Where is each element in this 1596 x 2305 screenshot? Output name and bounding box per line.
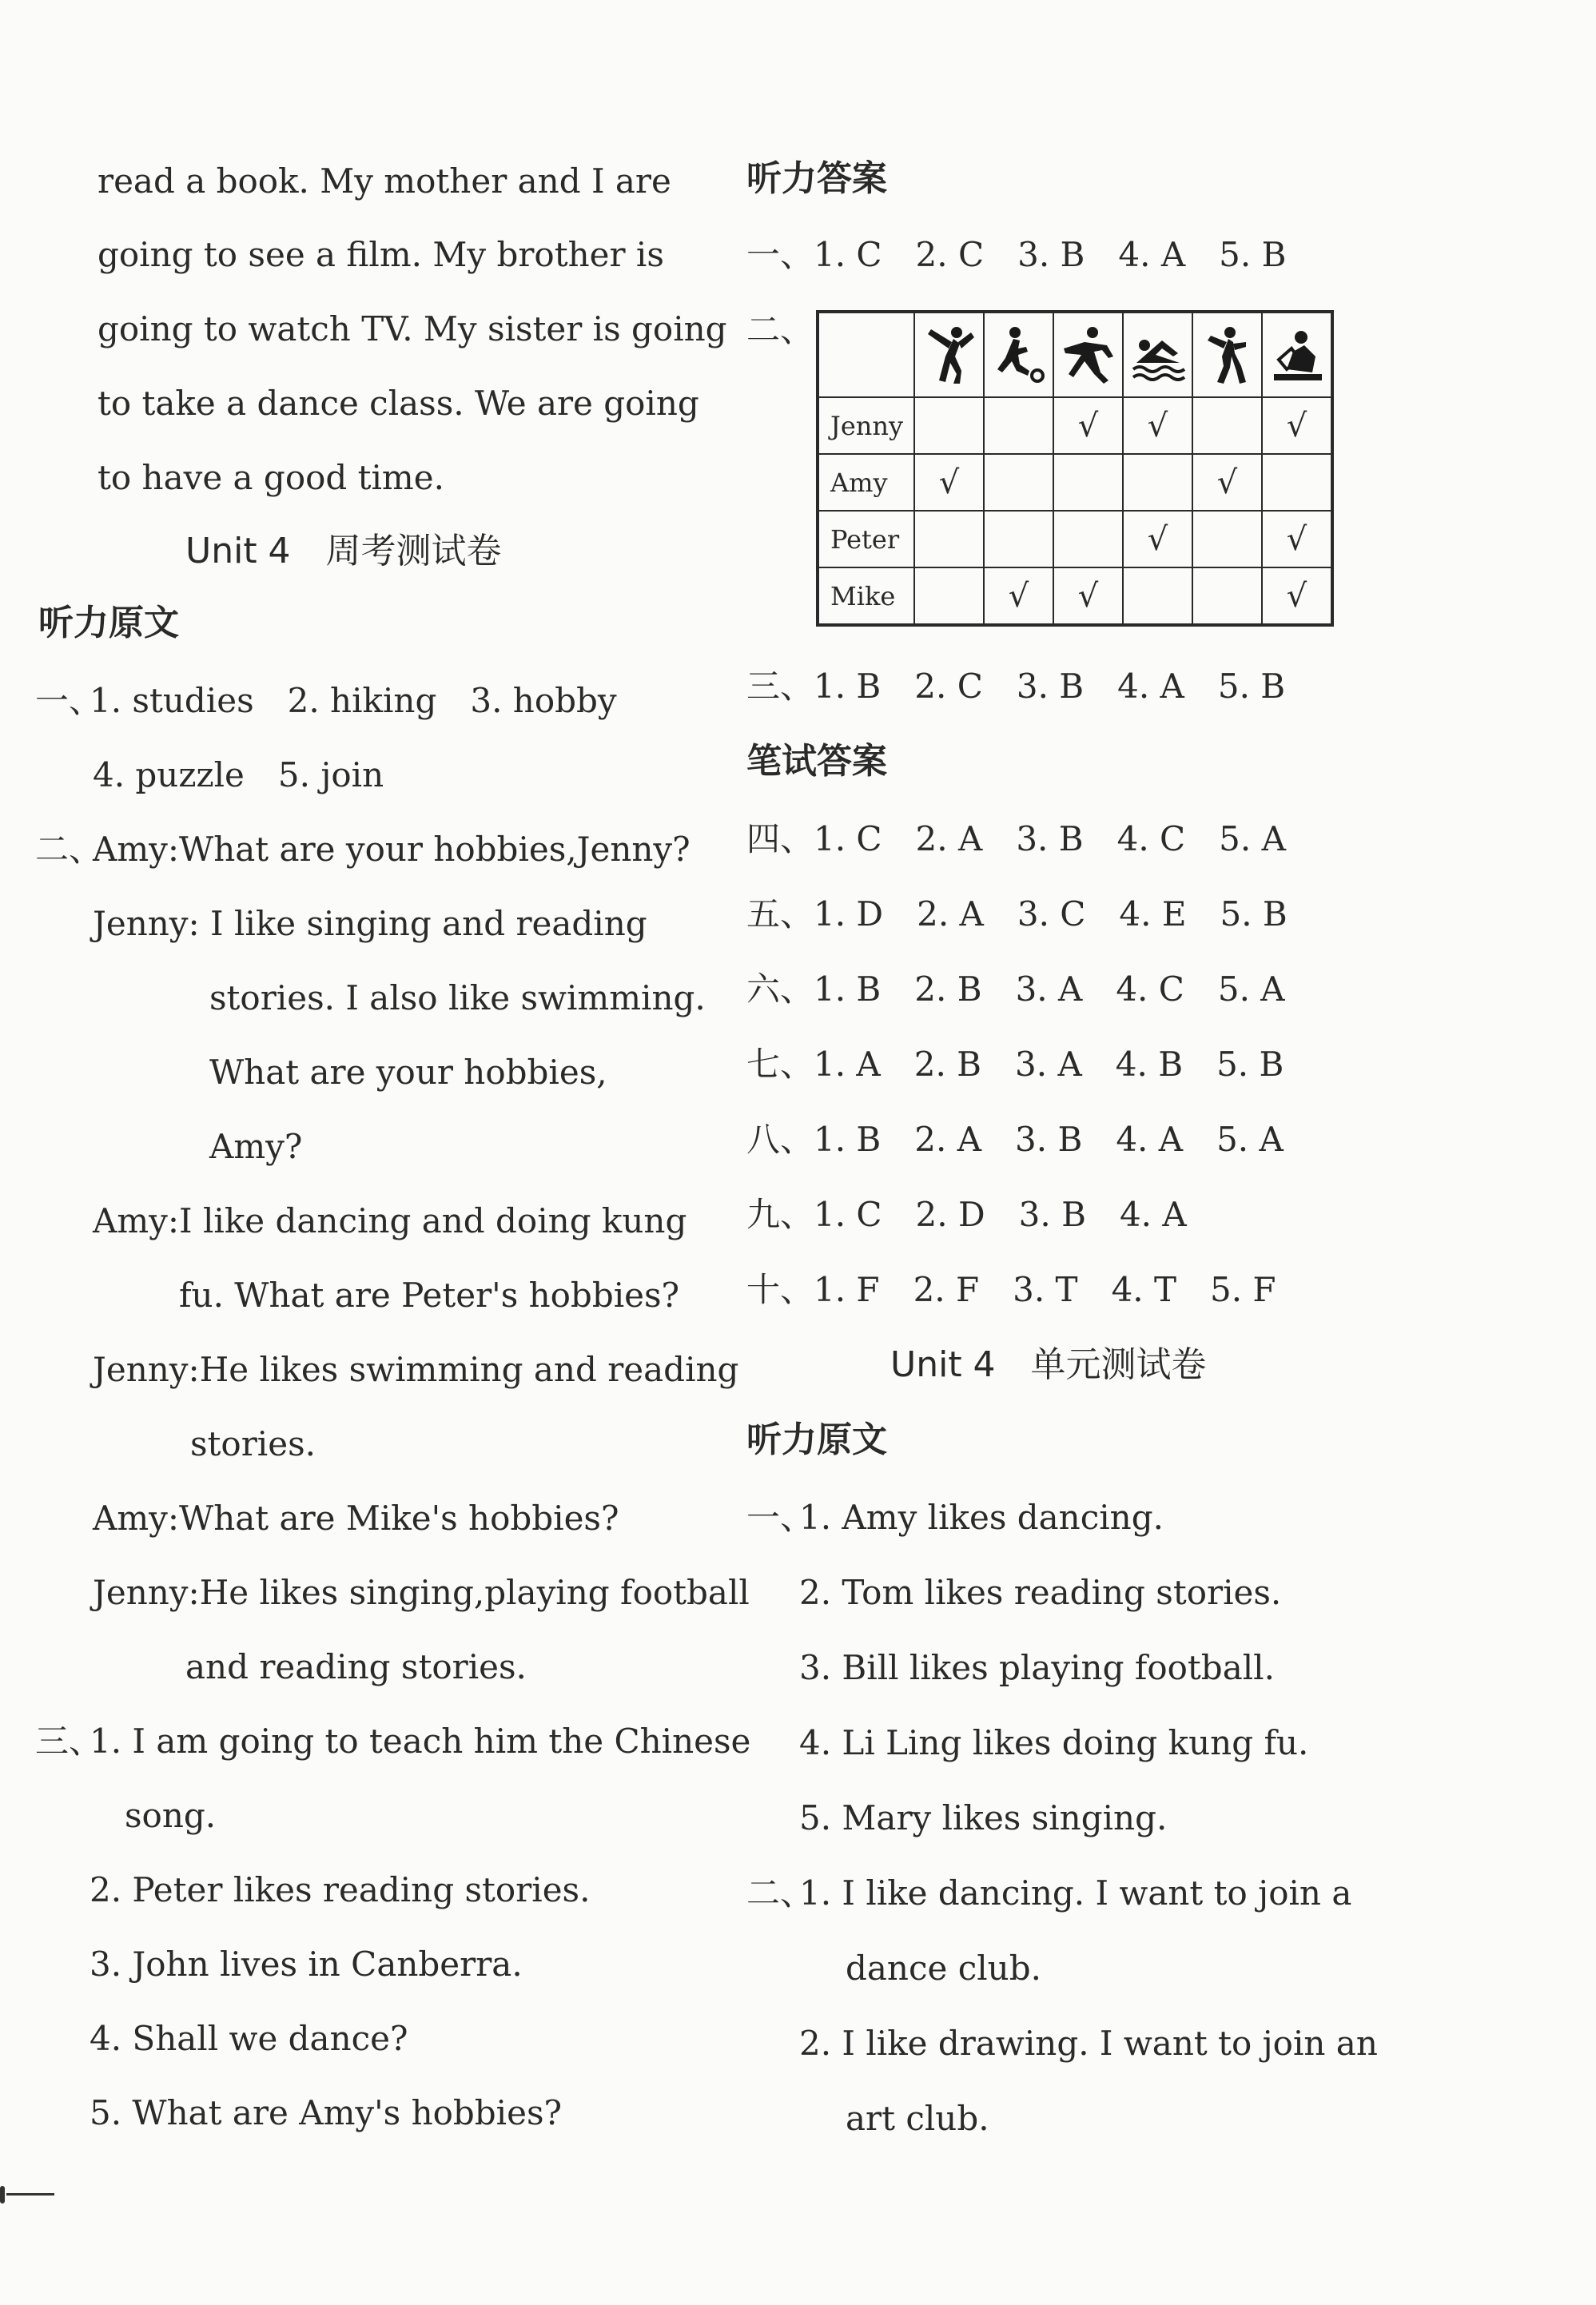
check-cell bbox=[1192, 397, 1262, 454]
page-edge-mark bbox=[0, 2186, 5, 2203]
check-cell: √ bbox=[1123, 397, 1192, 454]
check-cell: √ bbox=[1053, 567, 1123, 625]
table-row bbox=[818, 397, 1332, 454]
hobby-table bbox=[816, 310, 1334, 627]
section-heading: 听力答案 bbox=[746, 158, 887, 199]
check-cell bbox=[984, 397, 1053, 454]
check-cell: √ bbox=[1262, 511, 1332, 567]
answer-line: 四、1. C 2. A 3. B 4. C 5. A bbox=[746, 819, 1286, 858]
answer-line: 一、1. C 2. C 3. B 4. A 5. B bbox=[746, 235, 1287, 274]
dancing-icon bbox=[1053, 312, 1123, 397]
dialogue-line: Jenny:He likes swimming and reading bbox=[93, 1350, 739, 1389]
unit-title: Unit 4 单元测试卷 bbox=[890, 1344, 1207, 1385]
answer-label: 二、 bbox=[746, 310, 814, 349]
reading-icon bbox=[1262, 312, 1332, 397]
section-heading: 笔试答案 bbox=[746, 741, 887, 782]
table-row bbox=[818, 454, 1332, 511]
check-cell bbox=[1053, 454, 1123, 511]
check-cell: √ bbox=[1262, 567, 1332, 625]
intro-line: read a book. My mother and I are bbox=[98, 161, 671, 201]
row-name: Mike bbox=[818, 567, 914, 625]
check-cell bbox=[914, 397, 984, 454]
table-row bbox=[818, 567, 1332, 625]
section-one-line: 4. puzzle 5. join bbox=[93, 755, 384, 794]
table-row bbox=[818, 511, 1332, 567]
check-cell bbox=[1123, 454, 1192, 511]
dialogue-line: Jenny:He likes singing,playing football bbox=[93, 1573, 750, 1612]
check-cell bbox=[1053, 511, 1123, 567]
section-heading: 听力原文 bbox=[38, 603, 179, 643]
swimming-icon bbox=[1123, 312, 1192, 397]
check-cell bbox=[1192, 511, 1262, 567]
section-three-label: 三、 bbox=[35, 1722, 103, 1761]
intro-line: to take a dance class. We are going bbox=[98, 384, 699, 423]
answer-line: 九、1. C 2. D 3. B 4. A bbox=[746, 1195, 1187, 1234]
dialogue-line: fu. What are Peter's hobbies? bbox=[179, 1276, 680, 1315]
answer-line: 六、1. B 2. B 3. A 4. C 5. A bbox=[746, 969, 1285, 1009]
intro-line: going to watch TV. My sister is going bbox=[98, 309, 727, 348]
answer-line: 三、1. B 2. C 3. B 4. A 5. B bbox=[746, 667, 1286, 706]
dialogue-line: Amy:What are your hobbies,Jenny? bbox=[93, 830, 691, 869]
check-cell: √ bbox=[984, 567, 1053, 625]
sentence-line: 3. John lives in Canberra. bbox=[90, 1945, 523, 1984]
sentence-line: 2. I like drawing. I want to join an bbox=[799, 2024, 1378, 2063]
section-two-label: 二、 bbox=[746, 1873, 814, 1913]
dialogue-line: Amy:What are Mike's hobbies? bbox=[93, 1499, 619, 1538]
football-icon bbox=[984, 312, 1053, 397]
dialogue-line: stories. I also like swimming. bbox=[209, 978, 706, 1017]
dialogue-line: and reading stories. bbox=[185, 1647, 527, 1686]
sentence-line: 2. Tom likes reading stories. bbox=[799, 1573, 1282, 1612]
section-one-line: 1. studies 2. hiking 3. hobby bbox=[90, 681, 617, 720]
sentence-line: 1. I like dancing. I want to join a bbox=[799, 1873, 1352, 1913]
check-cell bbox=[1123, 567, 1192, 625]
section-one-label: 一、 bbox=[35, 681, 103, 720]
sentence-line: 1. I am going to teach him the Chinese bbox=[90, 1722, 751, 1761]
page-number-rule bbox=[6, 2193, 54, 2196]
dialogue-line: Jenny: I like singing and reading bbox=[93, 904, 647, 943]
answer-line: 十、1. F 2. F 3. T 4. T 5. F bbox=[746, 1270, 1276, 1309]
check-cell bbox=[1192, 567, 1262, 625]
check-cell: √ bbox=[1123, 511, 1192, 567]
check-cell bbox=[1262, 454, 1332, 511]
intro-line: to have a good time. bbox=[98, 458, 444, 497]
sentence-line: 1. Amy likes dancing. bbox=[799, 1498, 1164, 1537]
check-cell bbox=[914, 511, 984, 567]
check-cell: √ bbox=[914, 454, 984, 511]
row-name: Peter bbox=[818, 511, 914, 567]
dialogue-line: What are your hobbies, bbox=[209, 1053, 607, 1092]
answer-line: 五、1. D 2. A 3. C 4. E 5. B bbox=[746, 894, 1288, 934]
check-cell bbox=[984, 511, 1053, 567]
sentence-line: song. bbox=[125, 1796, 217, 1835]
kung-fu-icon bbox=[914, 312, 984, 397]
sentence-line: 2. Peter likes reading stories. bbox=[90, 1870, 591, 1909]
check-cell: √ bbox=[1262, 397, 1332, 454]
section-heading: 听力原文 bbox=[746, 1419, 887, 1460]
sentence-line: 3. Bill likes playing football. bbox=[799, 1648, 1275, 1687]
sentence-line: dance club. bbox=[846, 1949, 1041, 1988]
check-cell: √ bbox=[1053, 397, 1123, 454]
tai-chi-icon bbox=[1192, 312, 1262, 397]
sentence-line: art club. bbox=[846, 2099, 989, 2138]
unit-title: Unit 4 周考测试卷 bbox=[185, 531, 502, 571]
intro-line: going to see a film. My brother is bbox=[98, 235, 664, 274]
sentence-line: 5. Mary likes singing. bbox=[799, 1798, 1168, 1837]
check-cell: √ bbox=[1192, 454, 1262, 511]
answer-line: 八、1. B 2. A 3. B 4. A 5. A bbox=[746, 1120, 1284, 1159]
sentence-line: 4. Shall we dance? bbox=[90, 2019, 408, 2058]
dialogue-line: stories. bbox=[190, 1424, 316, 1463]
sentence-line: 4. Li Ling likes doing kung fu. bbox=[799, 1723, 1309, 1762]
check-cell bbox=[914, 567, 984, 625]
dialogue-line: Amy:I like dancing and doing kung bbox=[93, 1201, 687, 1240]
section-two-label: 二、 bbox=[35, 830, 103, 869]
answer-line: 七、1. A 2. B 3. A 4. B 5. B bbox=[746, 1045, 1284, 1084]
row-name: Amy bbox=[818, 454, 914, 511]
table-corner-cell bbox=[818, 312, 914, 397]
row-name: Jenny bbox=[818, 397, 914, 454]
dialogue-line: Amy? bbox=[209, 1127, 303, 1166]
sentence-line: 5. What are Amy's hobbies? bbox=[90, 2093, 563, 2132]
section-one-label: 一、 bbox=[746, 1498, 814, 1537]
check-cell bbox=[984, 454, 1053, 511]
